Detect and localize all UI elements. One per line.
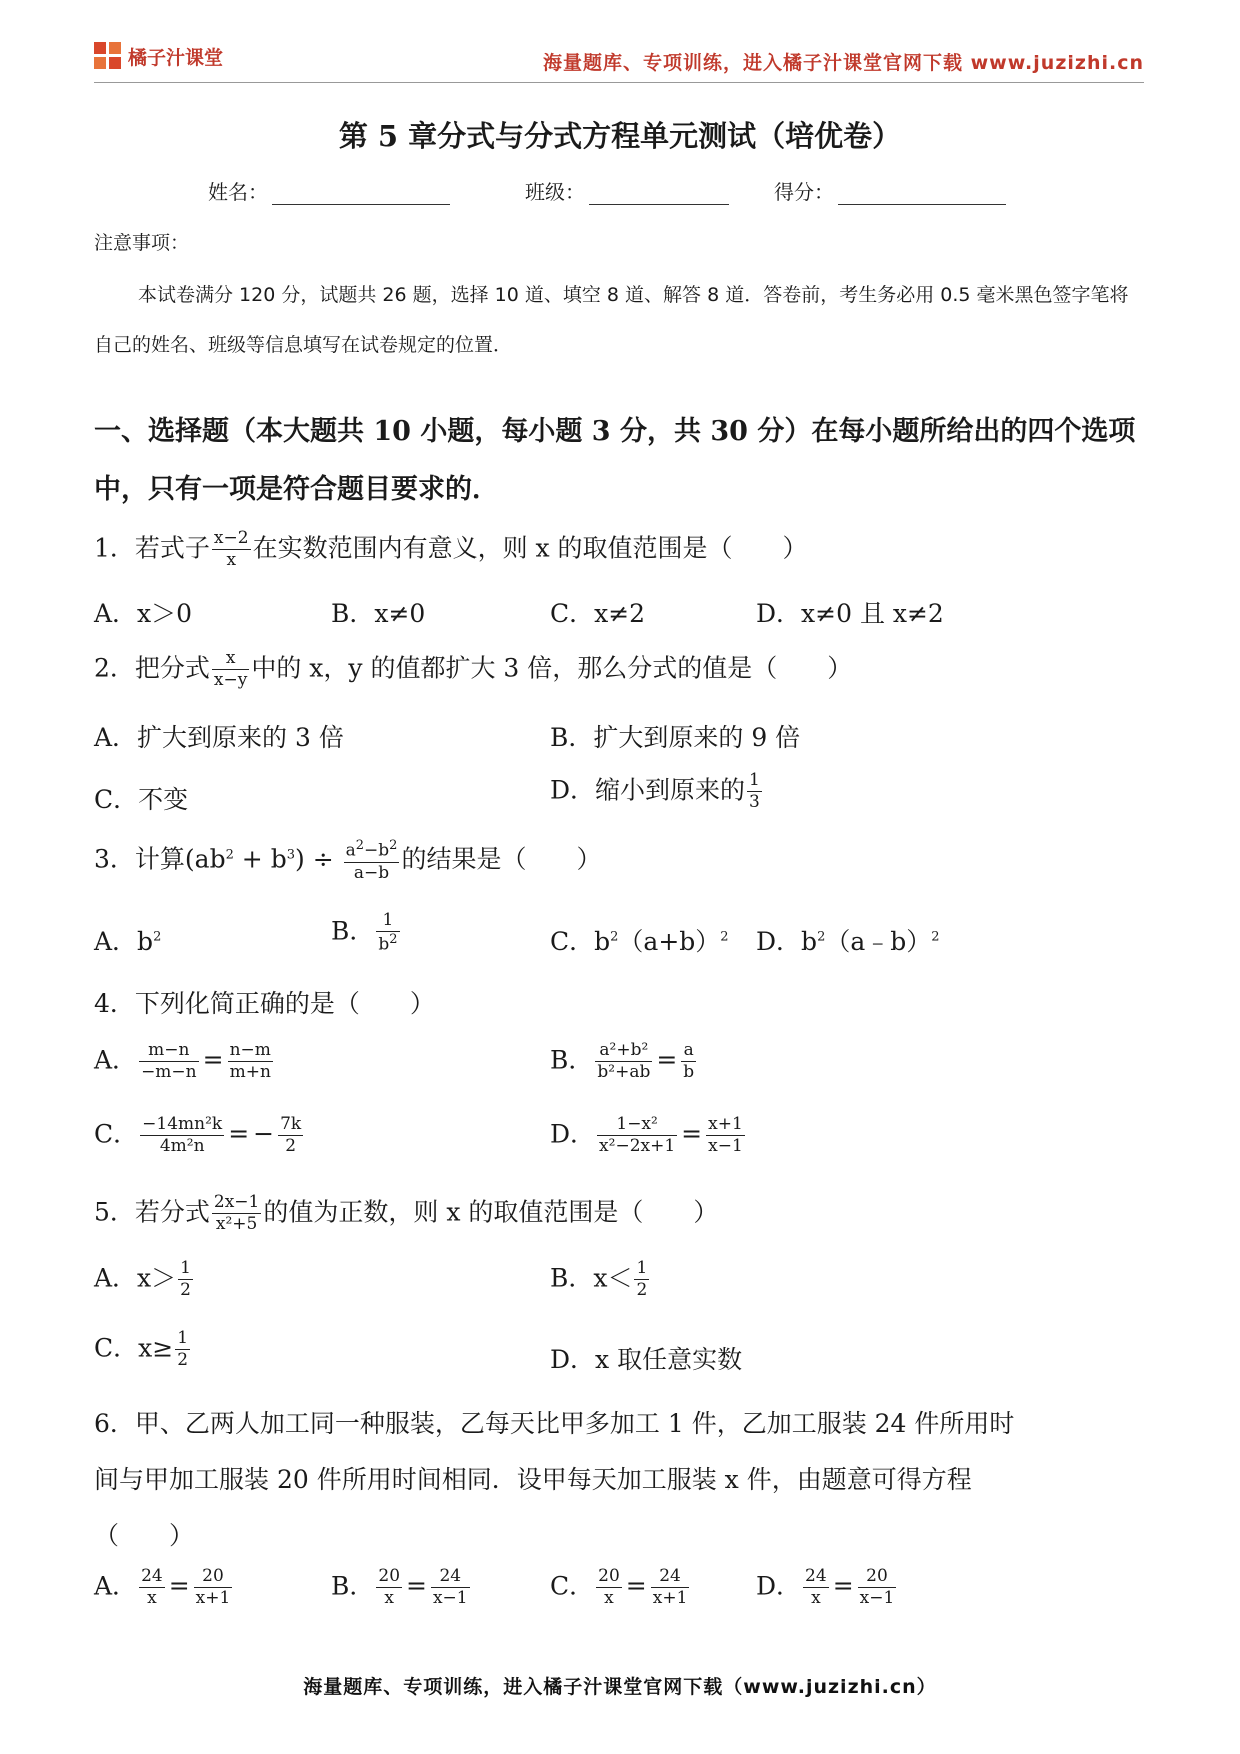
q3-b-num: 1 <box>376 910 399 932</box>
q4-c-n1: −14mn²k <box>140 1114 224 1136</box>
q5-a-lbl: A．x＞ <box>94 1263 177 1293</box>
q6-b-d2: x−1 <box>432 1588 468 1609</box>
q4-d-lbl: D． <box>550 1119 596 1149</box>
q3-c-lbl: C．b <box>550 927 611 956</box>
q5-c-den: 2 <box>177 1350 189 1371</box>
q3-den: a−b <box>353 862 390 883</box>
q4-a-n2: n−m <box>228 1040 273 1062</box>
q6-b-lbl: B． <box>331 1571 375 1601</box>
q4-a-frac1 <box>139 1040 199 1084</box>
q4-c-d2: 2 <box>285 1136 297 1157</box>
q5-a-num: 1 <box>178 1258 193 1280</box>
q1-option-a: A．x＞0 <box>94 599 193 628</box>
name-label: 姓名： <box>208 180 268 204</box>
q6-b-n2: 24 <box>431 1566 470 1588</box>
q5-post: 的值为正数，则 x 的取值范围是（ ） <box>263 1197 719 1227</box>
q4-b-n2: a <box>681 1040 696 1062</box>
q6-c-n2: 24 <box>651 1566 690 1588</box>
q1-fraction <box>212 528 251 572</box>
q5-pre: 5．若分式 <box>94 1197 210 1227</box>
q6-c-frac1 <box>596 1566 622 1610</box>
q2-option-c: C．不变 <box>94 785 189 814</box>
question-3-stem <box>94 838 601 884</box>
q4-c-neg: − <box>253 1119 275 1149</box>
q5-c-num: 1 <box>175 1328 190 1350</box>
q1-pre: 1．若式子 <box>94 533 210 563</box>
q4-c-lbl: C． <box>94 1119 139 1149</box>
q4-b-n1: a²+b² <box>595 1040 652 1062</box>
q3-c-sup2: 2 <box>720 929 729 945</box>
q3-num-mid: −b <box>364 840 390 861</box>
q4-b-d2: b <box>683 1062 695 1083</box>
question-6-line2: 间与甲加工服装 20 件所用时间相同．设甲每天加工服装 x 件，由题意可得方程 <box>94 1465 972 1494</box>
q5-option-d: D．x 取任意实数 <box>550 1345 743 1374</box>
q6-option-b <box>331 1566 472 1610</box>
q4-option-b <box>550 1040 698 1084</box>
q6-c-d1: x <box>604 1588 614 1609</box>
class-label: 班级： <box>525 180 585 204</box>
q6-option-c <box>550 1566 691 1610</box>
q6-d-n1: 24 <box>803 1566 829 1588</box>
q3-num-a: a <box>345 840 356 861</box>
q2-den: x−y <box>213 670 248 691</box>
q3-option-b <box>331 910 402 956</box>
brand-name: 橘子汁课堂 <box>128 46 224 69</box>
q4-c-eq: = <box>228 1119 250 1149</box>
q6-d-eq: = <box>832 1571 854 1601</box>
q6-b-d1: x <box>384 1588 394 1609</box>
q3-sup1: 2 <box>225 847 234 863</box>
notes-heading: 注意事项： <box>94 232 190 254</box>
q6-a-d2: x+1 <box>195 1588 231 1609</box>
class-blank <box>589 182 729 205</box>
q6-d-d2: x−1 <box>859 1588 895 1609</box>
header-brand <box>94 42 223 70</box>
q2-fraction <box>212 648 249 692</box>
q6-a-frac2 <box>194 1566 233 1610</box>
q6-b-eq: = <box>406 1571 427 1601</box>
q6-c-frac2 <box>651 1566 690 1610</box>
q5-b-frac <box>634 1258 649 1302</box>
question-5-stem <box>94 1192 718 1236</box>
question-4-stem: 4．下列化简正确的是（ ） <box>94 989 435 1018</box>
q6-a-lbl: A． <box>94 1571 138 1601</box>
q2-d-text: D．缩小到原来的 <box>550 775 746 805</box>
question-6-line3: （ ） <box>94 1521 195 1550</box>
q3-post: 的结果是（ ） <box>401 844 602 874</box>
q6-d-n2: 20 <box>858 1566 897 1588</box>
q5-a-den: 2 <box>180 1280 191 1301</box>
class-field <box>525 176 729 205</box>
q3-close: ) ÷ <box>295 844 334 874</box>
q3-mid: + b <box>233 844 287 874</box>
q5-a-frac <box>178 1258 193 1302</box>
score-field <box>774 176 1006 205</box>
q3-b-den <box>376 932 399 956</box>
q4-a-lbl: A． <box>94 1045 138 1075</box>
q4-d-frac1 <box>597 1114 677 1158</box>
q5-c-frac <box>175 1328 190 1372</box>
q4-d-n1: 1−x² <box>597 1114 677 1136</box>
q6-d-frac2 <box>858 1566 897 1610</box>
q5-c-lbl: C．x≥ <box>94 1333 174 1363</box>
q2-d-fraction <box>747 770 762 814</box>
q1-den: x <box>226 550 237 571</box>
q3-d-sup: 2 <box>817 929 826 945</box>
q4-b-frac2 <box>681 1040 696 1084</box>
q3-sup2: 3 <box>286 847 295 863</box>
q6-c-eq: = <box>625 1571 647 1601</box>
q6-a-n1: 24 <box>139 1566 165 1588</box>
q5-num: 2x−1 <box>212 1192 261 1214</box>
q4-b-frac1 <box>595 1040 652 1084</box>
q3-option-a <box>94 922 161 958</box>
q4-d-d1: x²−2x+1 <box>599 1136 676 1157</box>
footer-slogan: 海量题库、专项训练，进入橘子汁课堂官网下载（www.juzizhi.cn） <box>303 1676 937 1698</box>
q6-a-frac1 <box>139 1566 165 1610</box>
question-1-stem <box>94 528 808 572</box>
q2-post: 中的 x，y 的值都扩大 3 倍，那么分式的值是（ ） <box>251 653 853 683</box>
q6-d-lbl: D． <box>756 1571 802 1601</box>
q4-d-frac2 <box>706 1114 745 1158</box>
q3-option-c <box>550 922 729 958</box>
q4-a-d2: m+n <box>229 1062 271 1083</box>
q6-a-d1: x <box>147 1588 157 1609</box>
page-title: 第 5 章分式与分式方程单元测试（培优卷） <box>338 119 902 153</box>
q4-b-lbl: B． <box>550 1045 594 1075</box>
section-heading: 一、选择题（本大题共 10 小题，每小题 3 分，共 30 分）在每小题所给出的四个选项中，只有一项是符合题目要求的． <box>94 416 1136 505</box>
q2-pre: 2．把分式 <box>94 653 210 683</box>
q1-num: x−2 <box>212 528 251 550</box>
q3-d-sup2: 2 <box>931 929 940 945</box>
q3-a-sup: 2 <box>153 929 162 945</box>
q5-option-a <box>94 1258 195 1302</box>
q3-b-den-sup: 2 <box>389 932 398 948</box>
name-blank <box>272 182 450 205</box>
q3-c-rest: （a+b） <box>618 927 721 956</box>
q6-option-a <box>94 1566 234 1610</box>
q4-a-n1: m−n <box>139 1040 199 1062</box>
q1-option-d: D．x≠0 且 x≠2 <box>756 599 944 628</box>
q6-d-d1: x <box>811 1588 821 1609</box>
q3-b-fraction <box>376 910 399 956</box>
q2-num: x <box>212 648 249 670</box>
q5-b-lbl: B．x＜ <box>550 1263 633 1293</box>
q4-d-n2: x+1 <box>706 1114 745 1136</box>
q6-b-frac1 <box>376 1566 402 1610</box>
q3-option-d <box>756 922 940 958</box>
q4-a-eq: = <box>202 1045 224 1075</box>
q4-b-eq: = <box>656 1045 678 1075</box>
name-field <box>208 176 450 205</box>
header-slogan: 海量题库、专项训练，进入橘子汁课堂官网下载 www.juzizhi.cn <box>543 52 1144 74</box>
q5-fraction <box>212 1192 261 1236</box>
notes-body: 本试卷满分 120 分，试题共 26 题，选择 10 道、填空 8 道、解答 8 道．答卷前，考生务必用 0.5 毫米黑色签字笔将自己的姓名、班级等信息填写在试卷规定的位置． <box>94 284 1129 356</box>
q5-option-c <box>94 1328 192 1372</box>
q2-option-d <box>550 770 764 814</box>
q4-c-frac2 <box>278 1114 303 1158</box>
q5-den: x²+5 <box>215 1214 258 1235</box>
question-6-line1: 6．甲、乙两人加工同一种服装，乙每天比甲多加工 1 件，乙加工服装 24 件所用时 <box>94 1409 1015 1438</box>
q3-d-lbl: D．b <box>756 927 818 956</box>
q2-d-den: 3 <box>749 792 760 813</box>
q1-post: 在实数范围内有意义，则 x 的取值范围是（ ） <box>252 533 808 563</box>
q3-b-den-base: b <box>378 934 390 955</box>
q2-d-num: 1 <box>747 770 762 792</box>
q4-option-d <box>550 1114 747 1158</box>
q4-option-a <box>94 1040 275 1084</box>
q1-option-b: B．x≠0 <box>331 599 426 628</box>
q6-d-frac1 <box>803 1566 829 1610</box>
q6-option-d <box>756 1566 898 1610</box>
q3-b-lbl: B． <box>331 916 375 946</box>
q4-b-d1: b²+ab <box>597 1062 651 1083</box>
q3-c-sup: 2 <box>610 929 619 945</box>
q2-option-b: B．扩大到原来的 9 倍 <box>550 723 801 752</box>
q5-option-b <box>550 1258 651 1302</box>
q4-c-n2: 7k <box>278 1114 303 1136</box>
q6-c-d2: x+1 <box>652 1588 688 1609</box>
q3-num-sup1: 2 <box>355 838 365 853</box>
q4-c-d1: 4m²n <box>159 1136 205 1157</box>
q3-pre: 3．计算(ab <box>94 844 226 874</box>
score-blank <box>838 182 1006 205</box>
q4-option-c <box>94 1114 305 1158</box>
q6-b-frac2 <box>431 1566 470 1610</box>
q1-option-c: C．x≠2 <box>550 599 646 628</box>
score-label: 得分： <box>774 180 834 204</box>
q3-fraction <box>344 838 400 884</box>
q4-a-d1: −m−n <box>141 1062 197 1083</box>
q3-a-lbl: A．b <box>94 927 154 956</box>
header-divider <box>94 82 1144 83</box>
q6-a-eq: = <box>168 1571 190 1601</box>
q3-d-rest: （a﹣b） <box>825 927 932 956</box>
q6-c-n1: 20 <box>596 1566 622 1588</box>
q3-num-sup2: 2 <box>389 838 398 853</box>
q5-b-den: 2 <box>636 1280 648 1301</box>
q6-b-n1: 20 <box>376 1566 402 1588</box>
q4-d-d2: x−1 <box>708 1136 743 1157</box>
q2-option-a: A．扩大到原来的 3 倍 <box>94 723 344 752</box>
q4-d-eq: = <box>681 1119 703 1149</box>
q5-b-num: 1 <box>634 1258 649 1280</box>
question-2-stem <box>94 648 852 692</box>
logo-icon <box>94 42 122 70</box>
q3-num <box>344 838 400 863</box>
q4-a-frac2 <box>228 1040 273 1084</box>
q6-a-n2: 20 <box>194 1566 233 1588</box>
q6-c-lbl: C． <box>550 1571 595 1601</box>
q4-c-frac1 <box>140 1114 224 1158</box>
